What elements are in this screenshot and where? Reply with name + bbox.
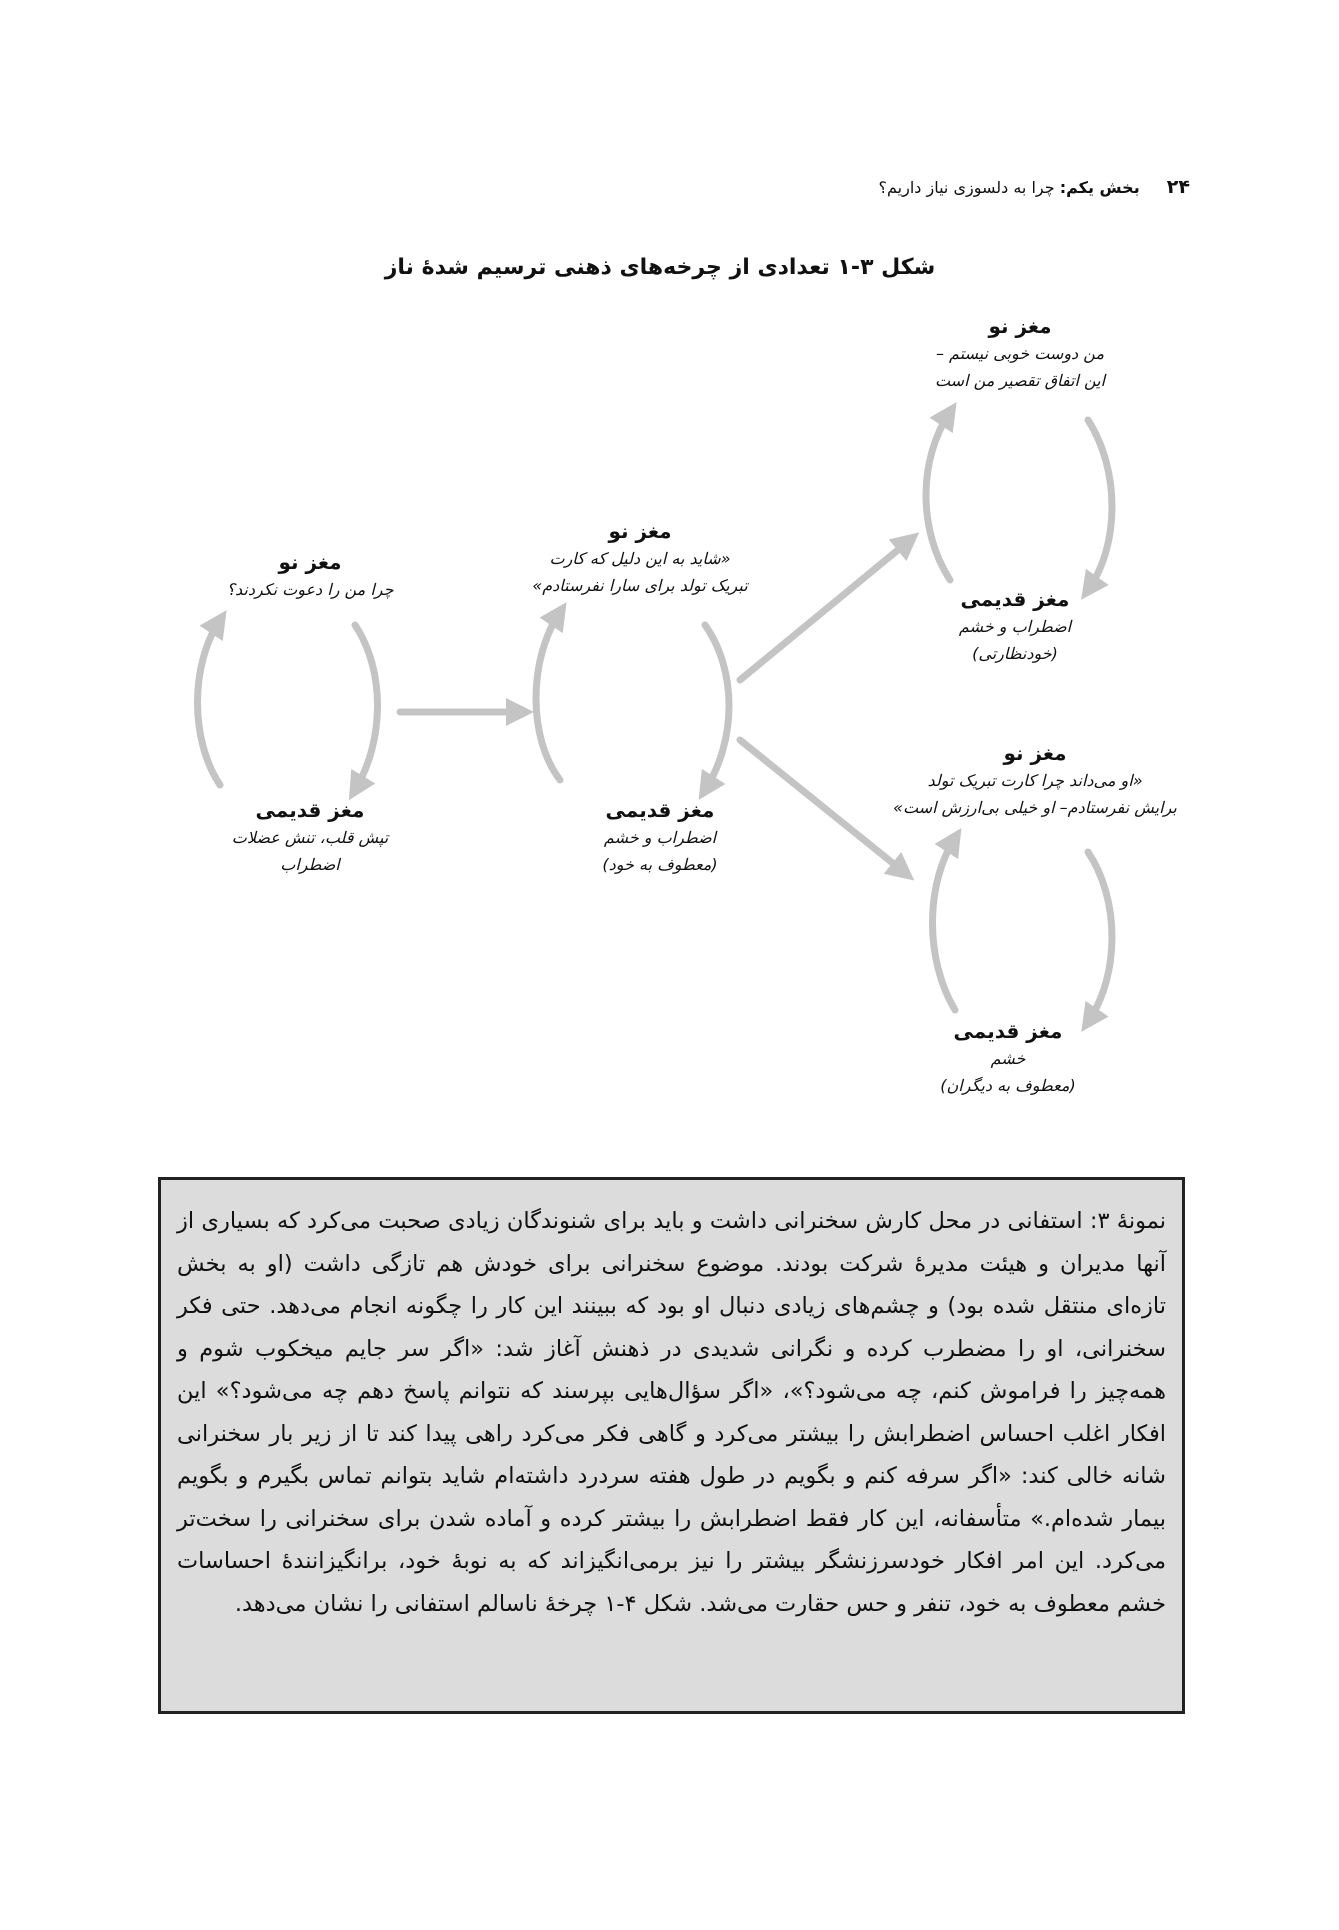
node-line: «شاید به این دلیل که کارت: [549, 549, 731, 568]
cycle2-up-arrow: [536, 612, 560, 780]
node-line: (معطوف به خود): [602, 855, 718, 874]
example-text: نمونهٔ ۳: استفانی در محل کارش سخنرانی داشت و باید برای شنوندگان زیادی صحبت می‌کرد که بسیاری از آنها مدیران و هیئت مدیرهٔ شرکت بودند. موضوع سخنرانی برای خودش هم تازگی داشت (او به بخش تازه‌ای منتقل شده بود) و چشم‌های زیادی دنبال او بود که ببینند این کار را چگونه انجام می‌دهد. حتی فکر سخنرانی، او را مضطرب کرده و نگرانی شدیدی در ذهنش آغاز شد: «اگر سر جایم میخکوب شوم و همه‌چیز را فراموش کنم، چه می‌شود؟»، «اگر سؤال‌هایی بپرسند که نتوانم پاسخ دهم چه می‌شود؟» این افکار اغلب احساس اضطرابش را بیشتر می‌کرد و گاهی فکر می‌کرد راهی پیدا کند تا از زیر بار سخنرانی شانه خالی کند: «اگر سرفه کنم و بگویم در طول هفته سردرد داشته‌ام شاید بتوانم تماس بگیرم و بگویم بیمار شده‌ام.» متأسفانه، این کار فقط اضطرابش را بیشتر کرده و آماده شدن برای سخنرانی را سخت‌تر می‌کرد. این امر افکار خودسرزنشگر بیشتر را نیز برمی‌انگیزاند که به نوبهٔ خود، برانگیزانندهٔ احساسات خشم معطوف به خود، تنفر و حس حقارت می‌شد. شکل ۴-۱ چرخهٔ ناسالم استفانی را نشان می‌دهد.: [177, 1208, 1167, 1617]
part-label: بخش یکم:: [1059, 178, 1140, 197]
node-line: چرا من را دعوت نکردند؟: [226, 580, 394, 599]
node-line: تبریک تولد برای سارا نفرستادم»: [532, 576, 748, 595]
cycle2-new-brain: [480, 517, 800, 599]
node-line: برایش نفرستادم– او خیلی بی‌ارزش است»: [893, 798, 1177, 817]
node-line: این اتفاق تقصیر من است: [934, 371, 1106, 390]
node-line: تپش قلب، تنش عضلات: [231, 828, 389, 847]
cycle1-down-arrow: [355, 625, 378, 790]
cycle2-down-arrow: [705, 625, 729, 790]
cycle3-up-arrow: [926, 412, 950, 580]
cycle4-up-arrow: [933, 838, 956, 1010]
node-heading: مغز نو: [1003, 741, 1067, 765]
page-number: ۲۴: [1166, 176, 1190, 198]
node-heading: مغز قدیمی: [255, 798, 365, 822]
cycle3-old-brain: [885, 585, 1145, 667]
node-line: من دوست خوبی نیستم –: [935, 344, 1105, 363]
node-line: «او می‌داند چرا کارت تبریک تولد: [927, 771, 1143, 790]
node-heading: مغز قدیمی: [960, 587, 1070, 611]
node-heading: مغز قدیمی: [605, 798, 715, 822]
part-title: چرا به دلسوزی نیاز داریم؟: [878, 178, 1055, 197]
cycle3-down-arrow: [1088, 420, 1112, 590]
node-line: اضطراب و خشم: [603, 828, 717, 847]
cycle1-up-arrow: [198, 620, 221, 785]
node-heading: مغز نو: [988, 314, 1052, 338]
node-line: (خودنظارتی): [972, 644, 1058, 663]
node-line: (معطوف به دیگران): [940, 1076, 1076, 1095]
cycle4-old-brain: [878, 1017, 1138, 1099]
example-box: [158, 1177, 1185, 1714]
figure-title: شکل ۳-۱ تعدادی از چرخه‌های ذهنی ترسیم شدهٔ ناز: [384, 255, 936, 280]
cycle2-old-brain: [540, 796, 780, 878]
node-heading: مغز نو: [278, 550, 342, 574]
cycle4-down-arrow: [1088, 852, 1112, 1022]
node-line: خشم: [990, 1049, 1026, 1068]
cycle3-new-brain: [890, 312, 1150, 394]
node-line: اضطراب و خشم: [958, 617, 1072, 636]
cycle1-old-brain: [180, 796, 440, 878]
cycle4-new-brain: [855, 739, 1215, 821]
node-heading: مغز قدیمی: [953, 1019, 1063, 1043]
node-line: اضطراب: [280, 855, 340, 874]
cycle1-new-brain: [180, 548, 440, 603]
node-heading: مغز نو: [608, 519, 672, 543]
